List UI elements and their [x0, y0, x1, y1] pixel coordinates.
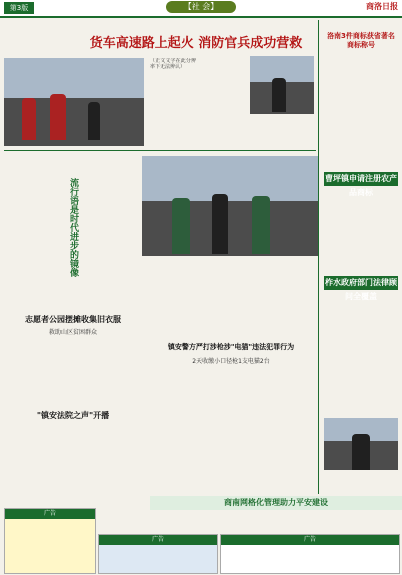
photo-street-scene [142, 156, 318, 256]
article-shangnan-text [150, 512, 402, 532]
lead-photo-right [250, 56, 314, 114]
lead-article-col-3 [250, 118, 314, 150]
photo-figure [172, 198, 190, 254]
headline-luonan-trademarks: 洛南3件商标获省著名商标称号 [327, 32, 395, 49]
advertisement-right [220, 534, 400, 574]
photo-figure [272, 78, 286, 112]
column-divider [318, 20, 319, 494]
lead-headline: 货车高速路上起火 消防官兵成功营救 [89, 36, 303, 51]
ad-label: 广告 [99, 535, 217, 545]
advertisement-left [4, 508, 96, 574]
horizontal-rule [4, 150, 316, 151]
headline-volunteer: 志愿者公园摆摊收集旧衣服 [25, 315, 121, 324]
ad-label: 广告 [221, 535, 399, 545]
photo-figure [212, 194, 228, 254]
photo-right-bottom [324, 418, 398, 470]
headline-police-crackdown: 镇安警方严打涉枪涉"电猫"违法犯罪行为 [167, 343, 295, 351]
masthead [0, 0, 402, 18]
lead-article-col-2 [200, 58, 246, 146]
subheadline-police-crackdown: 2天收缴小口径枪1支电猫2台 [192, 358, 270, 365]
section-title: 【社 会】 [166, 1, 236, 13]
article-catchphrase-col-1 [4, 156, 58, 306]
photo-caption [142, 260, 318, 284]
article-right-bottom-text [324, 474, 398, 494]
headline-court-radio: "镇安法院之声"开播 [36, 411, 110, 420]
photo-figure [252, 196, 270, 254]
newspaper-logo: 商洛日报 [366, 2, 398, 11]
photo-figure [22, 98, 36, 140]
photo-background [4, 58, 144, 98]
photo-ground [142, 201, 318, 256]
photo-background [142, 156, 318, 201]
headline-zhashui-legal: 柞水政府部门法律顾问全覆盖 [325, 278, 397, 301]
vertical-title-catchphrase: 流行语是时代进步的镜像 [68, 178, 78, 277]
headline-caoping-trademarks: 曹坪镇申请注册农产品商标 [325, 174, 397, 197]
photo-figure [50, 94, 66, 140]
lead-article-col-1 [150, 58, 196, 146]
article-volunteer-text [4, 338, 142, 406]
article-court-text [4, 424, 142, 504]
article-caoping-text [324, 190, 398, 270]
article-catchphrase-col-2 [84, 156, 138, 306]
article-luonan-text [324, 58, 398, 166]
page-number: 第3版 [4, 2, 34, 14]
article-placeholder-text: （正文文字在此分辨率下无法辨认） [150, 58, 196, 70]
article-zhashui-text [324, 294, 398, 414]
photo-figure [352, 434, 370, 470]
advertisement-middle [98, 534, 218, 574]
article-police-text [146, 368, 316, 492]
lead-photo-left [4, 58, 144, 146]
subheadline-volunteer: 救助山区贫困群众 [48, 329, 97, 336]
headline-shangnan-grid: 商南网格化管理助力平安建设 [224, 498, 328, 507]
photo-figure [88, 102, 100, 140]
ad-label: 广告 [5, 509, 95, 519]
